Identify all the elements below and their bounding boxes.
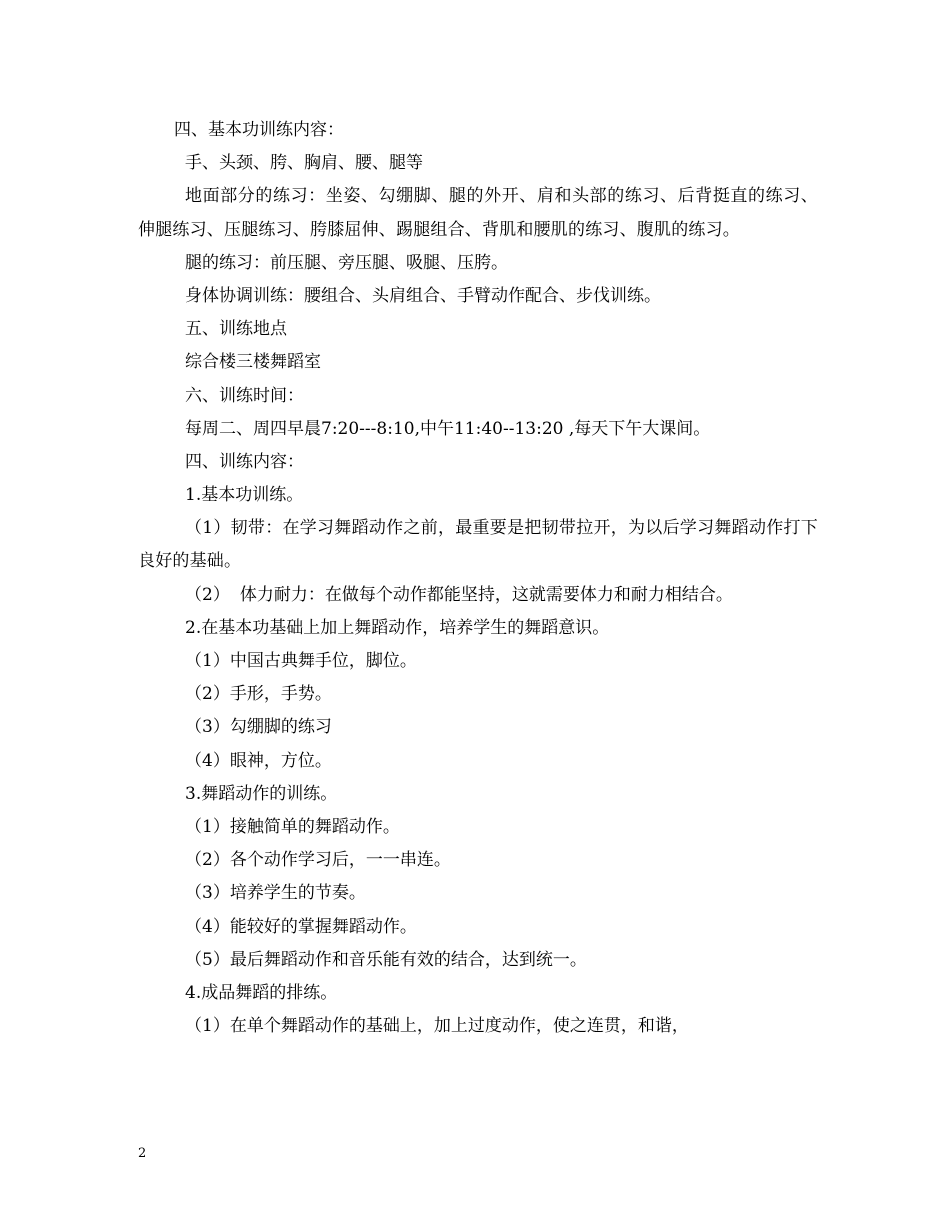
list-item: （3）勾绷脚的练习: [185, 717, 332, 738]
list-item: （4）眼神，方位。: [185, 750, 332, 771]
list-item: 1.基本功训练。: [185, 485, 304, 506]
paragraph: 手、头颈、胯、胸肩、腰、腿等: [185, 153, 423, 174]
list-item: [138, 579, 818, 612]
list-item: （3）培养学生的节奏。: [185, 883, 366, 904]
list-item: （1）接触简单的舞蹈动作。: [185, 817, 400, 837]
list-item: （1）韧带：在学习舞蹈动作之前，最重要是把韧带拉开，为以后学习舞蹈动作打下良好的基础。: [138, 518, 818, 572]
document-body: [138, 114, 818, 1043]
list-item: （2）各个动作学习后，一一串连。: [185, 850, 451, 871]
list-item: （4）能较好的掌握舞蹈动作。: [185, 916, 417, 937]
list-item: 2.在基本功基础上加上舞蹈动作，培养学生的舞蹈意识。: [185, 617, 610, 638]
list-item: 4.成品舞蹈的排练。: [185, 982, 338, 1003]
list-item: （2）手形，手势。: [185, 684, 332, 705]
list-item: 3.舞蹈动作的训练。: [185, 783, 338, 804]
list-item: （1）在单个舞蹈动作的基础上，加上过度动作，使之连贯，和谐，: [185, 1016, 689, 1037]
paragraph: 每周二、周四早晨7:20---8:10,中午11:40--13:20 ,每天下午大课间。: [185, 418, 711, 439]
paragraph: 地面部分的练习：坐姿、勾绷脚、腿的外开、肩和头部的练习、后背挺直的练习、伸腿练习、压腿练习、胯膝屈伸、踢腿组合、背肌和腰肌的练习、腹肌的练习。: [138, 186, 818, 240]
list-item: （5）最后舞蹈动作和音乐能有效的结合，达到统一。: [185, 949, 587, 970]
section-heading: 四、基本功训练内容：: [174, 120, 344, 140]
section-heading: 六、训练时间：: [185, 385, 304, 406]
section-heading: 五、训练地点: [185, 319, 287, 340]
page-number: 2: [138, 1146, 147, 1161]
list-item-text: 体力耐力：在做每个动作都能坚持，这就需要体力和耐力相结合。: [239, 584, 733, 605]
list-marker: （2）: [185, 584, 230, 605]
paragraph: 综合楼三楼舞蹈室: [185, 352, 321, 373]
section-heading: 四、训练内容：: [185, 451, 304, 472]
list-item: （1）中国古典舞手位，脚位。: [185, 651, 417, 672]
paragraph: 身体协调训练：腰组合、头肩组合、手臂动作配合、步伐训练。: [185, 285, 661, 306]
paragraph: 腿的练习：前压腿、旁压腿、吸腿、压胯。: [185, 252, 508, 273]
